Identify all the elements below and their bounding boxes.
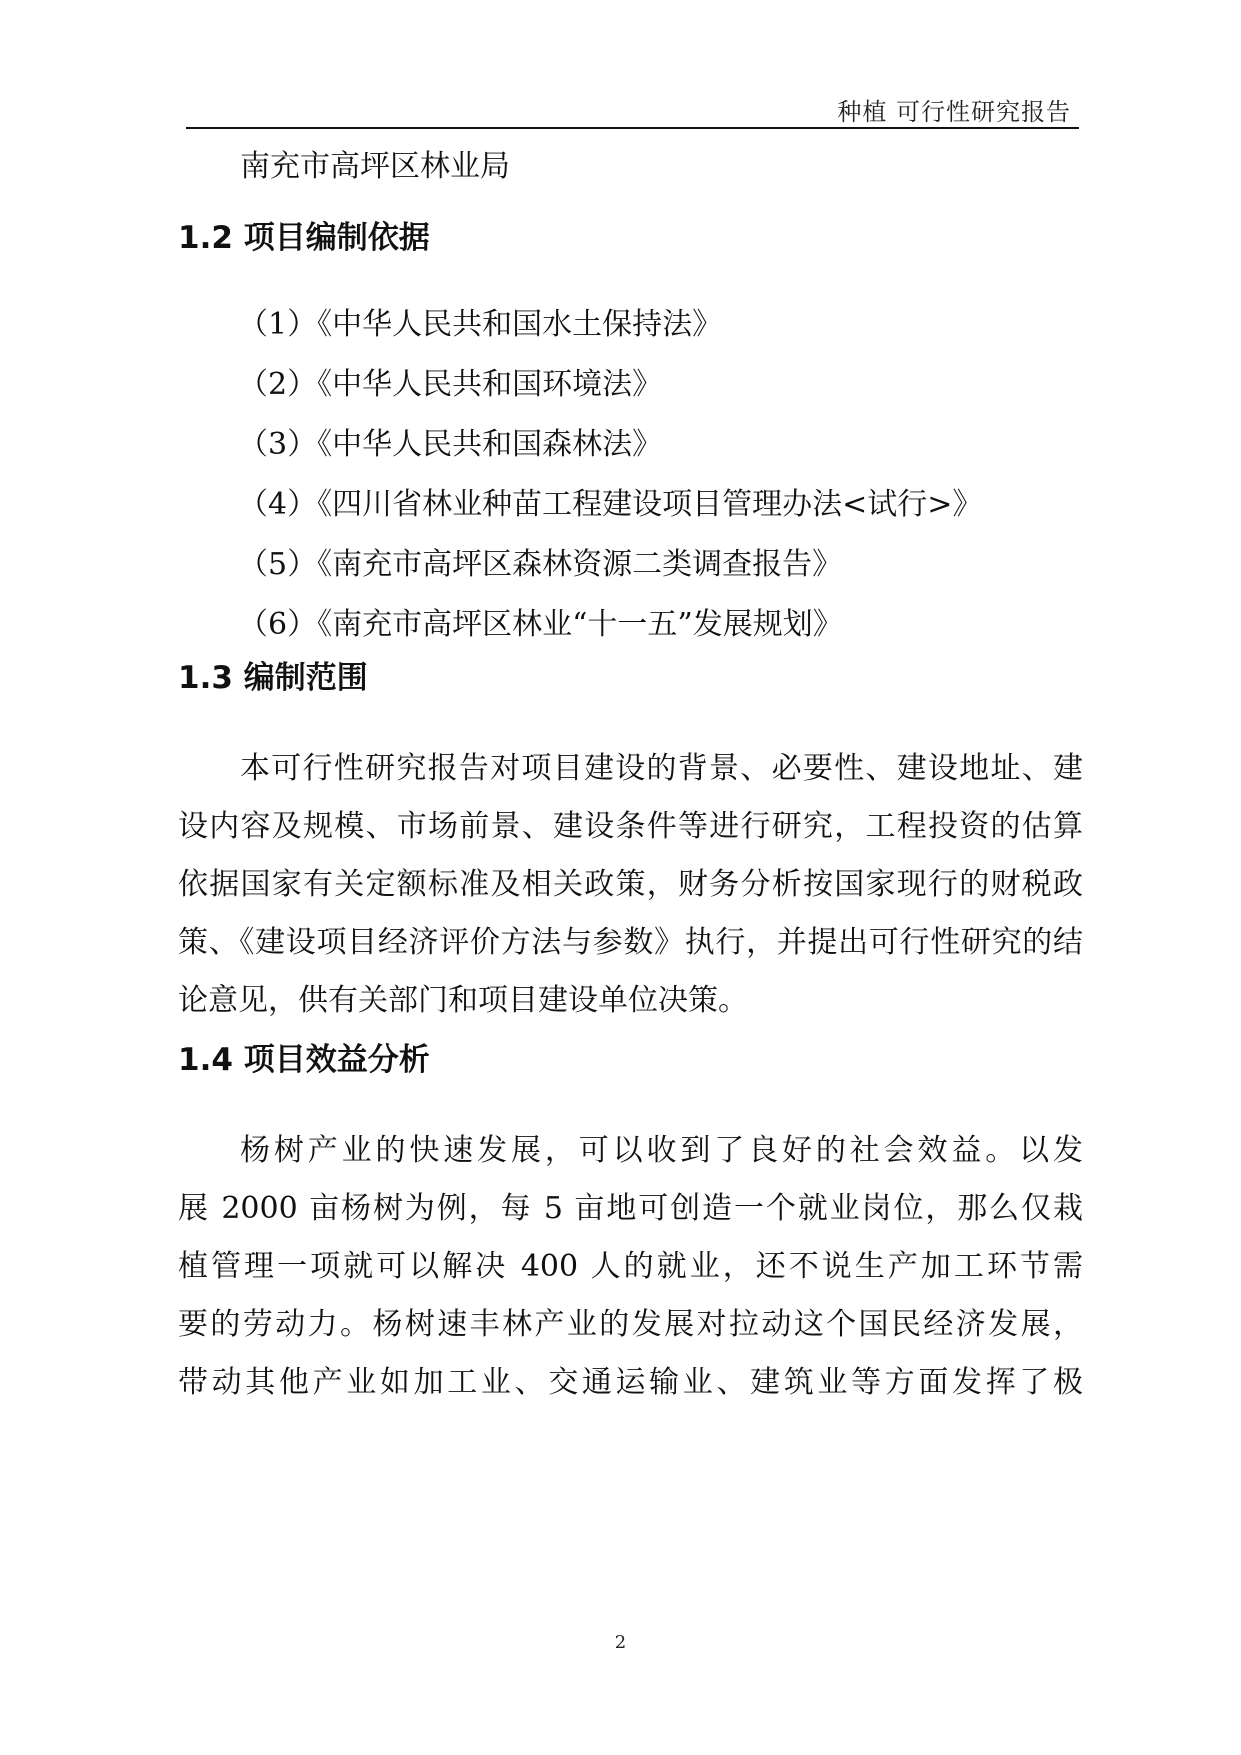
section-heading-1-3: 1.3 编制范围 (178, 660, 368, 696)
list-item: （4）《四川省林业种苗工程建设项目管理办法<试行>》 (238, 487, 983, 522)
basis-list (238, 295, 982, 655)
paragraph-line: 展 2000 亩杨树为例，每 5 亩地可创造一个就业岗位，那么仅栽 (178, 1191, 1083, 1226)
paragraph-line: 杨树产业的快速发展，可以收到了良好的社会效益。以发 (240, 1133, 1083, 1168)
running-header: 种植 可行性研究报告 (837, 98, 1071, 126)
paragraph-line: 设内容及规模、市场前景、建设条件等进行研究，工程投资的估算 (178, 809, 1083, 844)
section-heading-1-4: 1.4 项目效益分析 (178, 1042, 430, 1078)
list-item: （6）《南充市高坪区林业“十一五”发展规划》 (238, 607, 843, 642)
paragraph-line: 本可行性研究报告对项目建设的背景、必要性、建设地址、建 (240, 751, 1083, 786)
paragraph-line: 论意见，供有关部门和项目建设单位决策。 (178, 983, 748, 1018)
paragraph-line: 要的劳动力。杨树速丰林产业的发展对拉动这个国民经济发展， (178, 1307, 1083, 1342)
intro-paragraph (178, 138, 1083, 196)
benefit-paragraph (178, 1122, 1083, 1412)
paragraph-line: 策、《建设项目经济评价方法与参数》执行，并提出可行性研究的结 (178, 925, 1083, 960)
paragraph-line: 植管理一项就可以解决 400 人的就业，还不说生产加工环节需 (178, 1249, 1083, 1284)
scope-paragraph (178, 740, 1083, 1030)
paragraph-line: 带动其他产业如加工业、交通运输业、建筑业等方面发挥了极 (178, 1365, 1083, 1400)
list-item: （2）《中华人民共和国环境法》 (238, 367, 663, 402)
list-item: （3）《中华人民共和国森林法》 (238, 427, 663, 462)
page-number: 2 (614, 1632, 627, 1653)
header-rule (186, 127, 1079, 129)
list-item: （1）《中华人民共和国水土保持法》 (238, 307, 723, 342)
section-heading-1-2: 1.2 项目编制依据 (178, 220, 430, 256)
list-item: （5）《南充市高坪区森林资源二类调查报告》 (238, 547, 843, 582)
paragraph-line: 依据国家有关定额标准及相关政策，财务分析按国家现行的财税政 (178, 867, 1083, 902)
intro-line: 南充市高坪区林业局 (240, 149, 510, 184)
